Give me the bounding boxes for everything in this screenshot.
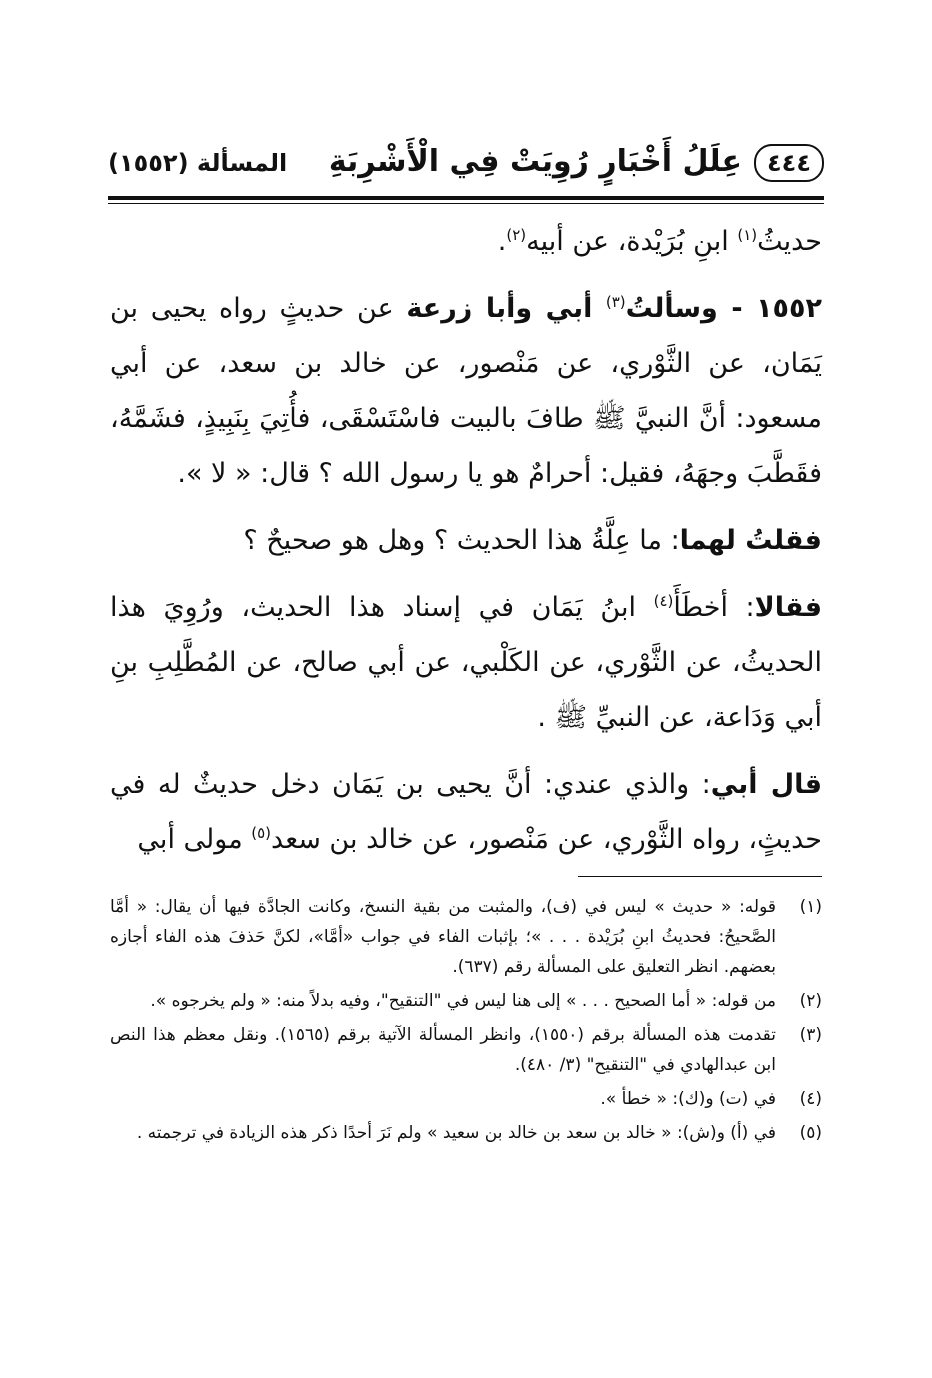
footnote-ref-2: (٢)	[506, 226, 527, 244]
page-number: ٤٤٤	[754, 144, 824, 182]
footnote-separator	[578, 876, 822, 877]
footnote-1: (١) قوله: « حديث » ليس في (ف)، والمثبت من بقية النسخ، وكانت الجادَّة فيها أن يقال: « أمَّا الصَّحيحُ: فحديثُ ابنِ بُرَيْدة . . . »؛ بإثبات الفاء في جواب «أمَّا»، لكنَّ حَذفَ هذه الفاء أجازه بعضهم. انظر التعليق على المسألة رقم (٦٣٧).	[110, 897, 822, 977]
footnote-5: (٥) في (أ) و(ش): « خالد بن سعد بن خالد بن سعيد » ولم نَرَ أحدًا ذكر هذه الزيادة في ترجمته .	[136, 1123, 822, 1143]
paragraph-continuation: حديثُ$^{(١)}$ ابنِ بُرَيْدة، عن أبيه$^{(٢)}$.	[497, 226, 822, 257]
paragraph-question: ١٥٥٢ - وسألتُ$^{(٣)}$ أبي وأبا زرعة عن حديثٍ رواه يحيى بن يَمَان، عن الثَّوْري، عن مَنْصور، عن خالد بن سعد، عن أبي مسعود: أنَّ النبيَّ ﷺ طافَ بالبيت فاسْتَسْقَى، فأُتِيَ بِنَبِيذٍ، فشَمَّهُ، فقَطَّبَ وجهَهُ، فقيل: أحرامٌ هو يا رسول الله ؟ قال: « لا ».	[110, 293, 822, 489]
question-reference: المسألة (١٥٥٢)	[108, 149, 288, 177]
footnote-3: (٣) تقدمت هذه المسألة برقم (١٥٥٠)، وانظر المسألة الآتية برقم (١٥٦٥). ونقل معظم هذا النص ابن عبدالهادي في "التنقيح" (٣/ ٤٨٠).	[110, 1025, 822, 1075]
header-rule-thin	[108, 203, 824, 204]
footnote-ref-1: (١)	[737, 226, 758, 244]
book-title: عِلَلُ أَخْبَارٍ رُوِيَتْ فِي الْأَشْرِبَةِ	[328, 144, 742, 179]
footnote-2: (٢) من قوله: « أما الصحيح . . . » إلى هنا ليس في "التنقيح"، وفيه بدلاً منه: « ولم يخرجوه ».	[150, 991, 822, 1011]
question-number: ١٥٥٢ -	[717, 293, 822, 324]
paragraph-inquiry: فقلتُ لهما: ما عِلَّةُ هذا الحديث ؟ وهل هو صحيحٌ ؟	[243, 525, 822, 556]
running-header	[108, 140, 824, 190]
paragraph-answer: فقالا: أخطَأَ$^{(٤)}$ ابنُ يَمَان في إسناد هذا الحديث، ورُوِيَ هذا الحديثُ، عن الثَّوْري، عن الكَلْبي، عن أبي صالح، عن المُطَّلِبِ بنِ أبي وَدَاعة، عن النبيِّ ﷺ .	[110, 592, 822, 733]
main-text	[110, 214, 822, 879]
footnote-ref-5: (٥)	[251, 824, 272, 842]
paragraph-father-opinion: قال أبي: والذي عندي: أنَّ يحيى بن يَمَان دخل حديثٌ له في حديثٍ، رواه الثَّوْري، عن مَنْصور، عن خالد بن سعد$^{(٥)}$ مولى أبي	[110, 769, 822, 855]
header-rule-thick	[108, 196, 824, 200]
footnote-ref-3: (٣)	[605, 293, 626, 311]
footnote-4: (٤) في (ت) و(ك): « خطأ ».	[600, 1089, 822, 1109]
footnote-ref-4: (٤)	[653, 592, 674, 610]
footnotes	[110, 892, 822, 1152]
